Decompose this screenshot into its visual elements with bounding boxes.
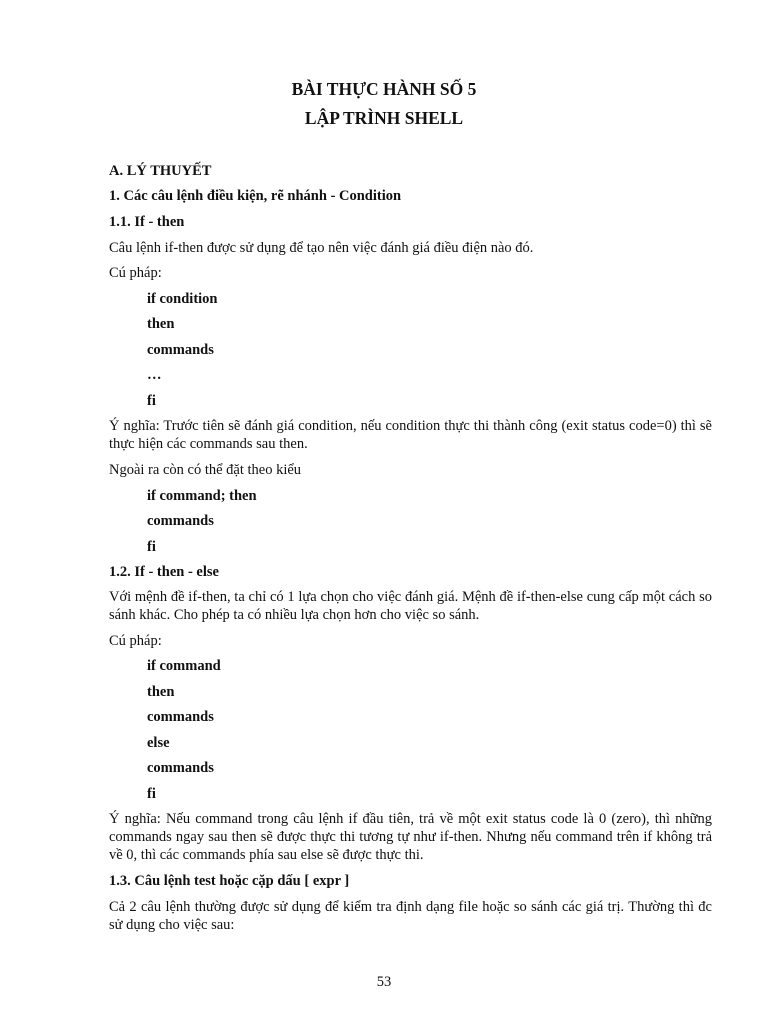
syntax-label: Cú pháp: xyxy=(109,633,162,649)
code-line: else xyxy=(147,735,170,751)
paragraph-test-intro: Cả 2 câu lệnh thường được sử dụng để kiểm tra định dạng file hoặc so sánh các giá trị. Thường thì đc sử dụng cho việc sau: xyxy=(109,899,712,933)
paragraph-if-then-meaning: Ý nghĩa: Trước tiên sẽ đánh giá condition, nếu condition thực thi thành công (exit status code=0) thì sẽ thực hiện các commands sau then. xyxy=(109,418,712,452)
document-subtitle: LẬP TRÌNH SHELL xyxy=(304,108,464,128)
heading-if-then-else: 1.2. If - then - else xyxy=(109,564,219,580)
code-line: if command xyxy=(147,658,221,674)
code-line: then xyxy=(147,316,175,332)
paragraph-if-then-intro: Câu lệnh if-then được sử dụng để tạo nên việc đánh giá điều điện nào đó. xyxy=(109,240,534,256)
paragraph-if-then-else-intro: Với mệnh đề if-then, ta chỉ có 1 lựa chọn cho việc đánh giá. Mệnh đề if-then-else cung cấp một cách so sánh khác. Cho phép ta có nhiều lựa chọn hơn cho việc so sánh. xyxy=(109,589,712,623)
heading-test-command: 1.3. Câu lệnh test hoặc cặp dấu [ expr ] xyxy=(109,873,350,889)
heading-conditions: 1. Các câu lệnh điều kiện, rẽ nhánh - Condition xyxy=(109,188,402,204)
section-heading-theory: A. LÝ THUYẾT xyxy=(109,163,212,179)
code-line: fi xyxy=(147,393,156,409)
code-line: then xyxy=(147,684,175,700)
code-line: if condition xyxy=(147,291,218,307)
code-line: … xyxy=(147,367,162,383)
code-line: commands xyxy=(147,760,214,776)
code-line: fi xyxy=(147,539,156,555)
code-line: commands xyxy=(147,342,214,358)
code-line: commands xyxy=(147,709,214,725)
paragraph-alternative-form: Ngoài ra còn có thể đặt theo kiểu xyxy=(109,462,302,478)
heading-if-then: 1.1. If - then xyxy=(109,214,185,230)
code-line: fi xyxy=(147,786,156,802)
paragraph-if-then-else-meaning: Ý nghĩa: Nếu command trong câu lệnh if đầu tiên, trả về một exit status code là 0 (zero), thì những commands ngay sau then sẽ được thực thi tương tự như if-then. Nhưng nếu command trên if không trả về 0, thì các commands phía sau else sẽ được thực thi. xyxy=(109,811,712,863)
page-number: 53 xyxy=(376,974,392,990)
code-line: if command; then xyxy=(147,488,257,504)
syntax-label: Cú pháp: xyxy=(109,265,162,281)
code-line: commands xyxy=(147,513,214,529)
document-title: BÀI THỰC HÀNH SỐ 5 xyxy=(291,79,477,99)
